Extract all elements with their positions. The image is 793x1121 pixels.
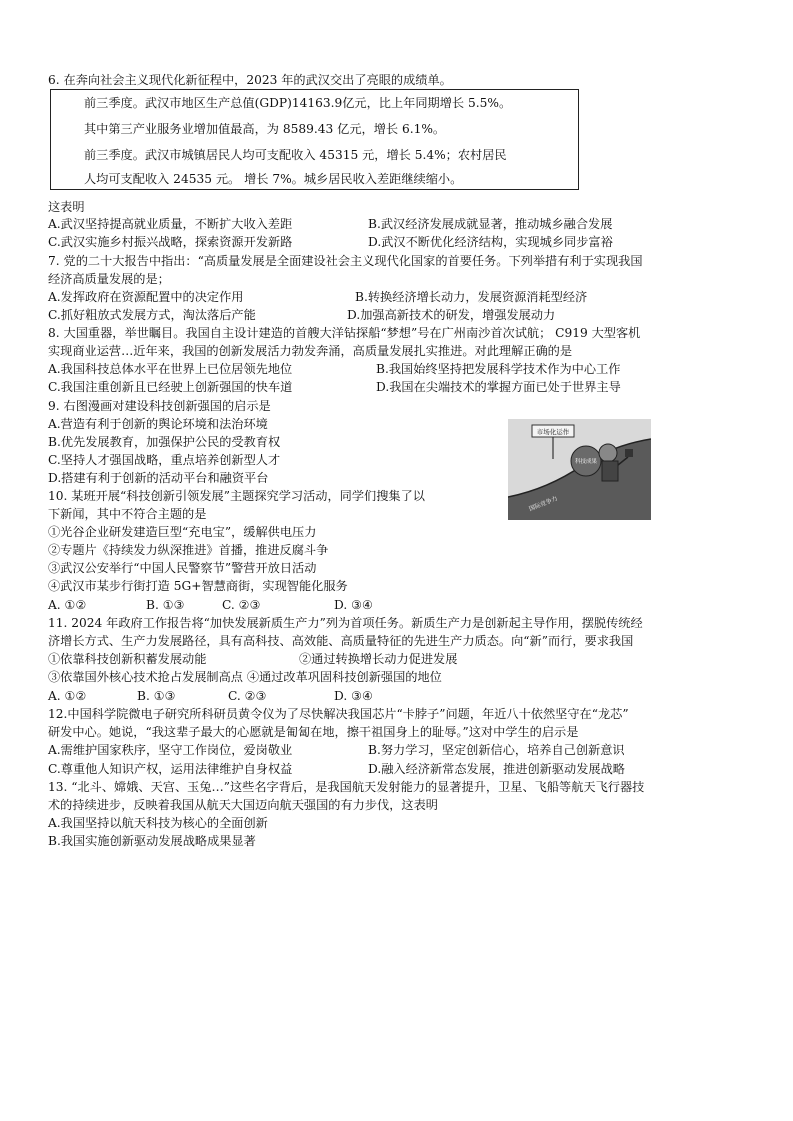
- q8-option-c: C.我国注重创新且已经驶上创新强国的快车道: [48, 380, 293, 394]
- q10-stem-line-1: 10. 某班开展“科技创新引领发展”主题探究学习活动，同学们搜集了以: [48, 489, 425, 503]
- q10-option-d: D. ③④: [334, 598, 373, 612]
- q12-stem-line-1: 12.中国科学院微电子研究所科研员黄令仪为了尽快解决我国芯片“卡脖子”问题，年近八十依然坚守在“龙芯”: [48, 707, 629, 721]
- q7-option-c: C.抓好粗放式发展方式，淘汰落后产能: [48, 308, 256, 322]
- q12-option-b: B.努力学习，坚定创新信心，培养自己创新意识: [368, 743, 625, 757]
- q9-option-b: B.优先发展教育，加强保护公民的受教育权: [48, 435, 281, 449]
- q8-stem-line-2: 实现商业运营…近年来，我国的创新发展活力勃发奔涌，高质量发展扎实推进。对此理解正确的是: [48, 344, 573, 358]
- q6-option-d: D.武汉不断优化经济结构，实现城乡同步富裕: [368, 235, 613, 249]
- cartoon-ramp-text: 国际竞争力: [528, 495, 559, 513]
- cartoon-person-head: [599, 444, 617, 462]
- q11-option-c: C. ②③: [228, 689, 267, 703]
- q8-option-a: A.我国科技总体水平在世界上已位居领先地位: [48, 362, 293, 376]
- q8-stem-line-1: 8. 大国重器，举世瞩目。我国自主设计建造的首艘大洋钻探船“梦想”号在广州南沙首次试航； C919 大型客机: [48, 326, 641, 340]
- q6-option-b: B.武汉经济发展成就显著，推动城乡融合发展: [368, 217, 613, 231]
- q6-box-line-1: 前三季度。武汉市地区生产总值(GDP)14163.9亿元，比上年同期增长 5.5%。: [84, 96, 512, 110]
- q11-stem-line-2: 济增长方式、生产力发展路径，具有高科技、高效能、高质量特征的先进生产力质态。向“新”而行，要求我国: [48, 634, 634, 648]
- q9-cartoon: [508, 419, 651, 520]
- q6-box-line-3: 前三季度。武汉市城镇居民人均可支配收入 45315 元，增长 5.4%；农村居民: [84, 148, 507, 162]
- q11-item-3-4: ③依靠国外核心技术抢占发展制高点 ④通过改革巩固科技创新强国的地位: [48, 670, 442, 684]
- q9-option-c: C.坚持人才强国战略，重点培养创新型人才: [48, 453, 281, 467]
- cartoon-sign-text: 市场化运作: [536, 428, 570, 436]
- q7-stem-line-2: 经济高质量发展的是；: [48, 272, 170, 286]
- q10-item-4: ④武汉市某步行街打造 5G+智慧商街，实现智能化服务: [48, 579, 348, 593]
- q6-option-c: C.武汉实施乡村振兴战略，探索资源开发新路: [48, 235, 293, 249]
- q9-option-d: D.搭建有利于创新的活动平台和融资平台: [48, 471, 269, 485]
- q11-option-a: A. ①②: [48, 689, 87, 703]
- q10-stem-line-2: 下新闻，其中不符合主题的是: [48, 507, 207, 521]
- q13-stem-line-2: 术的持续进步，反映着我国从航天大国迈向航天强国的有力步伐，这表明: [48, 798, 438, 812]
- q8-option-d: D.我国在尖端技术的掌握方面已处于世界主导: [376, 380, 621, 394]
- q9-stem: 9. 右图漫画对建设科技创新强国的启示是: [48, 399, 271, 413]
- q10-item-1: ①光谷企业研发建造巨型“充电宝”，缓解供电压力: [48, 525, 317, 539]
- q13-option-b: B.我国实施创新驱动发展战略成果显著: [48, 834, 256, 848]
- q11-option-b: B. ①③: [137, 689, 176, 703]
- q10-item-3: ③武汉公安举行“中国人民警察节”警营开放日活动: [48, 561, 317, 575]
- q12-option-a: A.需维护国家秩序，坚守工作岗位，爱岗敬业: [48, 743, 293, 757]
- q9-option-a: A.营造有利于创新的舆论环境和法治环境: [48, 417, 268, 431]
- q7-option-d: D.加强高新技术的研发，增强发展动力: [347, 308, 556, 322]
- q10-option-c: C. ②③: [222, 598, 261, 612]
- q7-option-b: B.转换经济增长动力，发展资源消耗型经济: [355, 290, 588, 304]
- q12-option-c: C.尊重他人知识产权，运用法律维护自身权益: [48, 762, 293, 776]
- cartoon-person-body: [602, 461, 618, 481]
- q11-stem-line-1: 11. 2024 年政府工作报告将“加快发展新质生产力”列为首项任务。新质生产力是创新起主导作用，摆脱传统经: [48, 616, 643, 630]
- q10-option-a: A. ①②: [48, 598, 87, 612]
- q6-stem: 6. 在奔向社会主义现代化新征程中，2023 年的武汉交出了亮眼的成绩单。: [48, 73, 452, 87]
- q6-tail: 这表明: [48, 200, 85, 214]
- q6-box-line-2: 其中第三产业服务业增加值最高，为 8589.43 亿元，增长 6.1%。: [84, 122, 446, 136]
- cartoon-sack-text: 科技成果: [574, 459, 598, 465]
- q6-data-box: [50, 89, 579, 190]
- cartoon-drawing: [508, 419, 651, 520]
- q10-item-2: ②专题片《持续发力纵深推进》首播，推进反腐斗争: [48, 543, 329, 557]
- q11-option-d: D. ③④: [334, 689, 373, 703]
- q7-option-a: A.发挥政府在资源配置中的决定作用: [48, 290, 244, 304]
- q6-option-a: A.武汉坚持提高就业质量，不断扩大收入差距: [48, 217, 293, 231]
- q12-stem-line-2: 研发中心。她说，“我这辈子最大的心愿就是匍匐在地，擦干祖国身上的耻辱。”这对中学生的启示是: [48, 725, 579, 739]
- q11-item-1: ①依靠科技创新积蓄发展动能: [48, 652, 207, 666]
- q8-option-b: B.我国始终坚持把发展科学技术作为中心工作: [376, 362, 621, 376]
- q10-option-b: B. ①③: [146, 598, 185, 612]
- cartoon-briefcase: [625, 449, 633, 457]
- q11-item-2: ②通过转换增长动力促进发展: [299, 652, 458, 666]
- q7-stem-line-1: 7. 党的二十大报告中指出：“高质量发展是全面建设社会主义现代化国家的首要任务。下列举措有利于实现我国: [48, 254, 643, 268]
- q6-box-line-4: 人均可支配收入 24535 元。 增长 7%。城乡居民收入差距继续缩小。: [84, 172, 463, 186]
- q12-option-d: D.融入经济新常态发展，推进创新驱动发展战略: [368, 762, 625, 776]
- q13-stem-line-1: 13. “北斗、嫦娥、天宫、玉兔…”这些名字背后，是我国航天发射能力的显著提升，卫星、飞船等航天飞行器技: [48, 780, 645, 794]
- q13-option-a: A.我国坚持以航天科技为核心的全面创新: [48, 816, 268, 830]
